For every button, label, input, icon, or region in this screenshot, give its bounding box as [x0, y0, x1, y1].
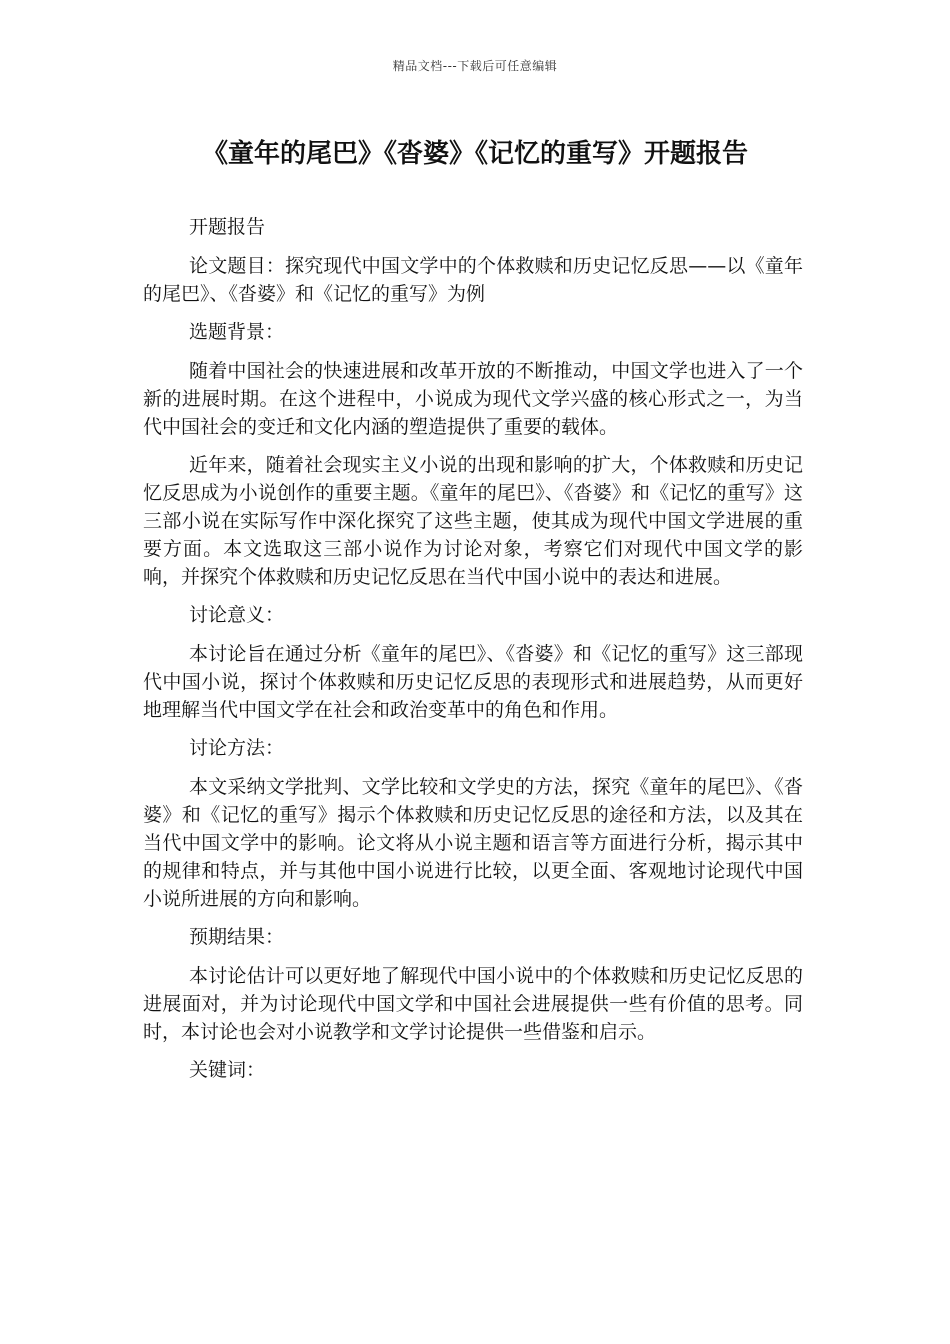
- section-heading-method: 讨论方法：: [189, 737, 285, 759]
- method-paragraph: 本文采纳文学批判、文学比较和文学史的方法，探究《童年的尾巴》、《沓婆》和《记忆的重写》揭示个体救赎和历史记忆反思的途径和方法，以及其在当代中国文学中的影响。论文将从小说主题和语言等方面进行分析，揭示其中的规律和特点，并与其他中国小说进行比较，以更全面、客观地讨论现代中国小说所进展的方向和影响。: [143, 776, 803, 910]
- section-heading-background: 选题背景：: [189, 321, 285, 343]
- background-paragraph-2: 近年来，随着社会现实主义小说的出现和影响的扩大，个体救赎和历史记忆反思成为小说创作的重要主题。《童年的尾巴》、《沓婆》和《记忆的重写》这三部小说在实际写作中深化探究了这些主题，使其成为现代中国文学进展的重要方面。本文选取这三部小说作为讨论对象，考察它们对现代中国文学的影响，并探究个体救赎和历史记忆反思在当代中国小说中的表达和进展。: [143, 454, 803, 588]
- expected-results-paragraph: 本讨论估计可以更好地了解现代中国小说中的个体救赎和历史记忆反思的进展面对，并为讨论现代中国文学和中国社会进展提供一些有价值的思考。同时，本讨论也会对小说教学和文学讨论提供一些借鉴和启示。: [143, 965, 803, 1043]
- document-title: 《童年的尾巴》《沓婆》《记忆的重写》开题报告: [201, 139, 748, 169]
- thesis-topic-paragraph: 论文题目：探究现代中国文学中的个体救赎和历史记忆反思——以《童年的尾巴》、《沓婆》和《记忆的重写》为例: [143, 255, 803, 305]
- document-body: [143, 213, 803, 1095]
- section-heading-keywords: 关键词：: [189, 1059, 266, 1081]
- significance-paragraph: 本讨论旨在通过分析《童年的尾巴》、《沓婆》和《记忆的重写》这三部现代中国小说，探讨个体救赎和历史记忆反思的表现形式和进展趋势，从而更好地理解当代中国文学在社会和政治变革中的角色和作用。: [143, 643, 803, 721]
- header-note: 精品文档---下载后可任意编辑: [392, 59, 558, 73]
- section-label-report: 开题报告: [189, 216, 266, 238]
- section-heading-significance: 讨论意义：: [189, 604, 285, 626]
- section-heading-expected-results: 预期结果：: [189, 926, 285, 948]
- background-paragraph-1: 随着中国社会的快速进展和改革开放的不断推动，中国文学也进入了一个新的进展时期。在这个进程中，小说成为现代文学兴盛的核心形式之一，为当代中国社会的变迁和文化内涵的塑造提供了重要的载体。: [143, 360, 803, 438]
